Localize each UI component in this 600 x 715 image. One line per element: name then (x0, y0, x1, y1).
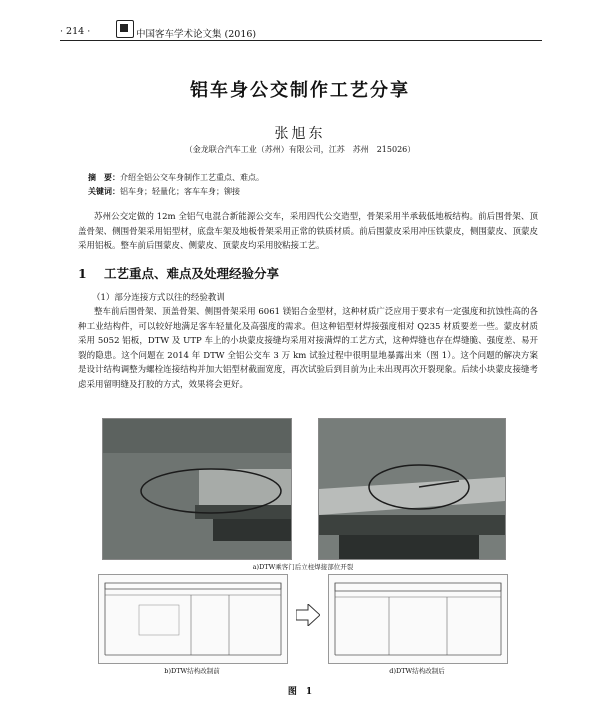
intro-paragraph: 苏州公交定做的 12m 全铝气电混合新能源公交车，采用四代公交造型，骨架采用半承载低地板结构。前后围骨架、顶盖骨架、侧围骨架采用铝型材，底盘车架及地板骨架采用正常的铁质材质。前后围蒙皮采用冲压铁蒙皮，侧围蒙皮、顶蒙皮采用铝板。整车前后围蒙皮、侧蒙皮、顶蒙皮均采用胶粘接工艺。 (78, 212, 538, 251)
author-affiliation: （金龙联合汽车工业（苏州）有限公司，江苏 苏州 215026） (184, 145, 416, 154)
running-header (60, 18, 542, 42)
caption-a: a)DTW乘客门后立柱焊接部位开裂 (252, 563, 354, 571)
page-number: · 214 · (60, 26, 91, 37)
subsection-heading: （1）部分连接方式以往的经验教训 (92, 293, 225, 303)
arrow-right-icon (296, 604, 320, 626)
figure-photo-right (318, 418, 506, 560)
abstract-label: 摘 要： (88, 172, 120, 182)
section-title: 工艺重点、难点及处理经验分享 (104, 266, 280, 281)
section-heading (78, 264, 279, 282)
journal-logo-icon (116, 20, 134, 38)
journal-name: 中国客车学术论文集 (2016) (136, 29, 257, 40)
photo-left-drawing (103, 419, 291, 559)
keywords (88, 186, 508, 197)
section-number: 1 (78, 266, 87, 281)
photo-right-drawing (319, 419, 505, 559)
keywords-label: 关键词： (88, 186, 120, 196)
figure-label: 图 1 (287, 687, 313, 697)
figure-photo-left (102, 418, 292, 560)
drawing-before-lines (99, 575, 287, 663)
caption-d: d)DTW结构改制后 (389, 667, 445, 675)
drawing-after (328, 574, 508, 664)
drawing-after-lines (329, 575, 507, 663)
drawing-before (98, 574, 288, 664)
abstract (88, 172, 508, 183)
body-paragraph: 整车前后围骨架、顶盖骨架、侧围骨架采用 6061 镁铝合金型材，这种材质广泛应用于要求有一定强度和抗蚀性高的各种工业结构件，可以较好地满足客车轻量化及高强度的需求。但这种铝型材焊接强度相对 Q235 材质要差一些。蒙皮材质采用 5052 铝板，DTW 及 UTP 车上的小块蒙皮接缝均采用对接满焊的工艺方式，这种焊缝也存在焊缝脆、强度差、易开裂的隐患。这个问题在 2014 年 DTW 全铝公交车 3 万 km 试验过程中很明显地暴露出来（图 1）。这个问题的解决方案是设计结构调整为螺栓连接结构并加大铝型材截面宽度，再次试验后到目前为止未出现再次开裂现象。后续小块蒙皮接缝考虑采用留明缝及打胶的方式，效果将会更好。 (78, 307, 538, 390)
abstract-text: 介绍全铝公交车身制作工艺重点、难点。 (120, 173, 264, 182)
header-rule (60, 40, 542, 41)
author-name: 张旭东 (274, 126, 326, 142)
keywords-text: 铝车身；轻量化；客车车身；铆接 (120, 187, 240, 196)
caption-b: b)DTW结构改制前 (164, 667, 220, 675)
paper-title: 铝车身公交制作工艺分享 (190, 80, 410, 101)
